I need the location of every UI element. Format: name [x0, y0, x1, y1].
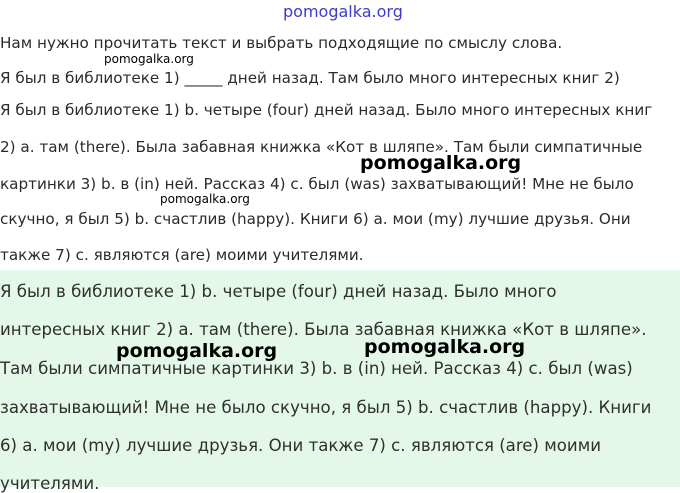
watermark: pomogalka.org — [364, 336, 526, 358]
answer-line: Я был в библиотеке 1) b. четыре (four) дней назад. Было много — [0, 282, 557, 301]
answer-line: учителями. — [0, 474, 100, 493]
answer-line: 6) a. мои (my) лучшие друзья. Они также 7) c. являются (are) моими — [0, 436, 602, 455]
question-line: картинки 3) b. в (in) ней. Рассказ 4) c. был (was) захватывающий! Мне не было — [0, 175, 634, 193]
question-line: Я был в библиотеке 1) b. четыре (four) дней назад. Было много интересных книг — [0, 101, 653, 119]
question-line: также 7) c. являются (are) моими учителями. — [0, 246, 364, 264]
watermark: pomogalka.org — [116, 340, 278, 362]
answer-line: захватывающий! Мне не было скучно, я был 5) b. счастлив (happy). Книги — [0, 398, 652, 417]
question-line: Я был в библиотеке 1) _____ дней назад. Там было много интересных книг 2) — [0, 69, 620, 87]
watermark: pomogalka.org — [160, 192, 250, 206]
watermark: pomogalka.org — [360, 152, 522, 174]
answer-box — [0, 270, 680, 493]
question-line: Нам нужно прочитать текст и выбрать подходящие по смыслу слова. — [0, 34, 563, 52]
question-line: 2) a. там (there). Была забавная книжка «Кот в шляпе». Там были симпатичные — [0, 138, 643, 156]
watermark: pomogalka.org — [104, 52, 194, 66]
answer-line: интересных книг 2) a. там (there). Была забавная книжка «Кот в шляпе». — [0, 320, 647, 339]
question-line: скучно, я был 5) b. счастлив (happy). Книги 6) a. мои (my) лучшие друзья. Они — [0, 210, 631, 228]
watermark-top: pomogalka.org — [283, 2, 403, 21]
answer-line: Там были симпатичные картинки 3) b. в (in) ней. Рассказ 4) c. был (was) — [0, 359, 633, 378]
